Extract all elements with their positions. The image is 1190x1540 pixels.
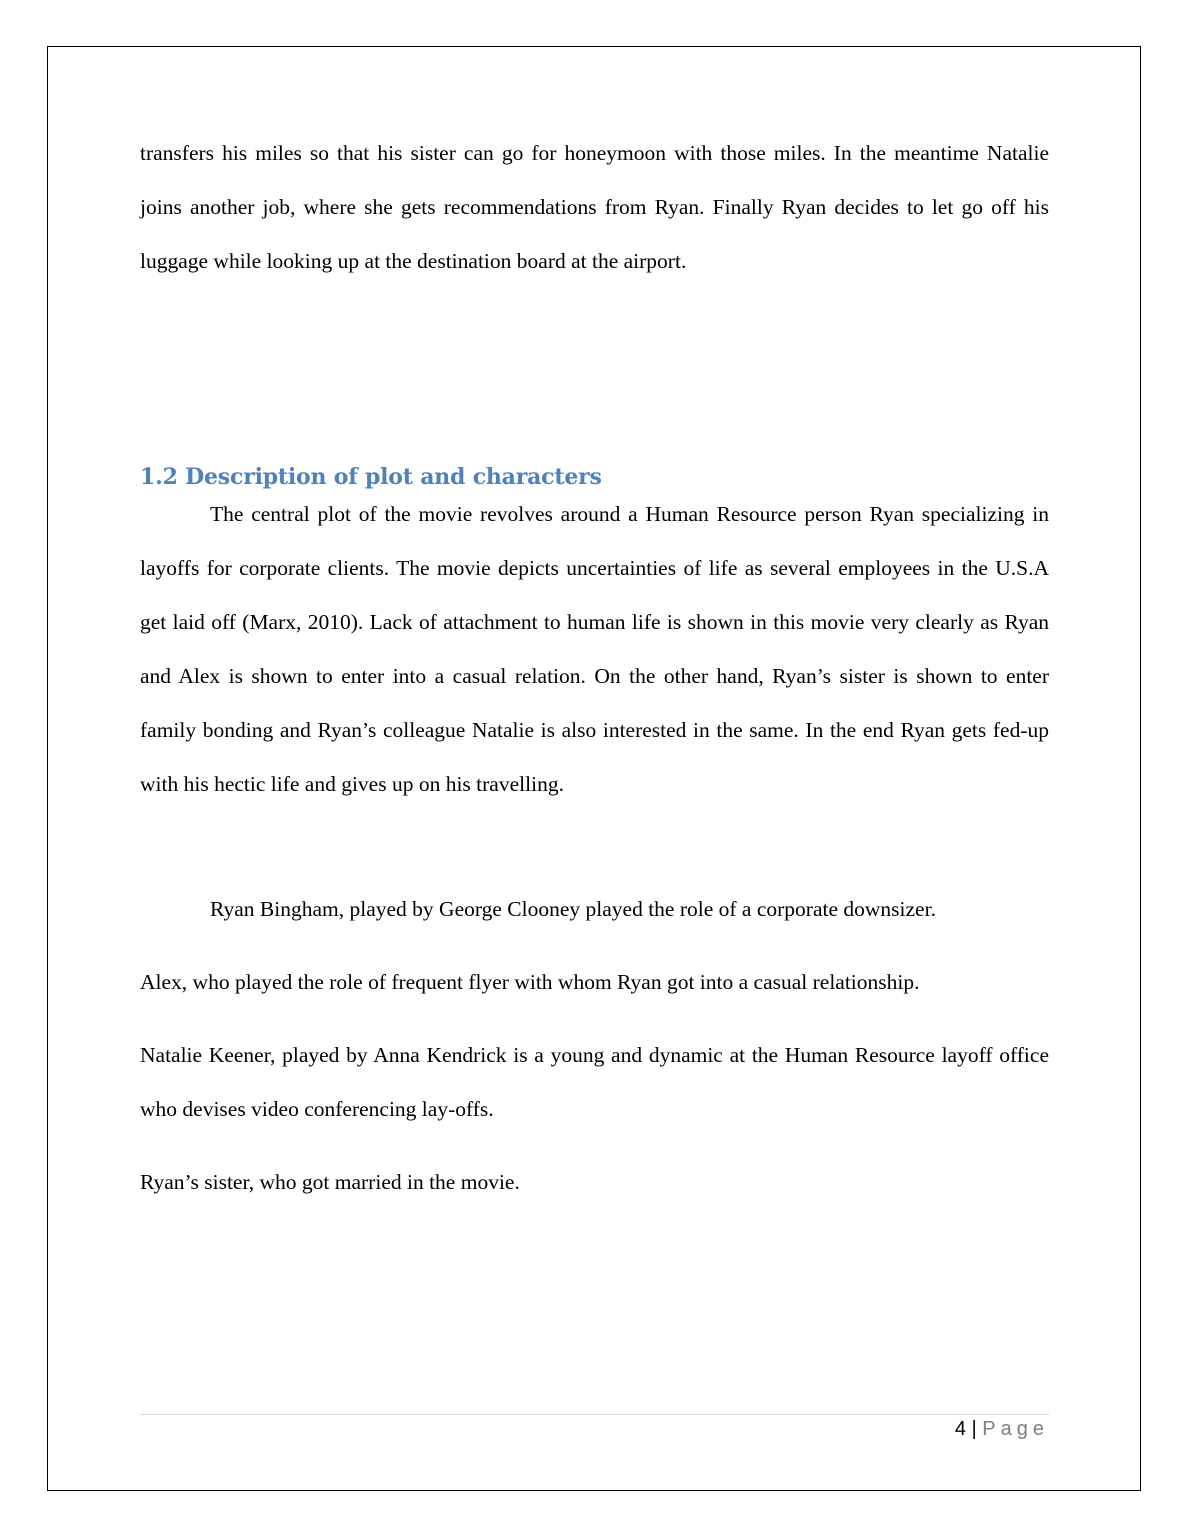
page-number: 4 (954, 1418, 966, 1440)
character-natalie: Natalie Keener, played by Anna Kendrick is a young and dynamic at the Human Resource layoff office who devises video conferencing lay-offs. (140, 1043, 1049, 1121)
page-footer (955, 1418, 1049, 1441)
character-sister: Ryan’s sister, who got married in the movie. (140, 1170, 520, 1194)
page-separator: | (971, 1418, 977, 1440)
footer-divider (140, 1414, 1049, 1415)
character-alex: Alex, who played the role of frequent flyer with whom Ryan got into a casual relationship. (140, 970, 920, 994)
paragraph-top: transfers his miles so that his sister can go for honeymoon with those miles. In the meantime Natalie joins another job, where she gets recommendations from Ryan. Finally Ryan decides to let go off his luggage while looking up at the destination board at the airport. (140, 141, 1049, 273)
section-heading: 1.2 Description of plot and characters (140, 464, 602, 490)
character-ryan: Ryan Bingham, played by George Clooney played the role of a corporate downsizer. (210, 897, 936, 921)
page-label: Page (982, 1418, 1049, 1440)
paragraph-plot: The central plot of the movie revolves around a Human Resource person Ryan specializing in layoffs for corporate clients. The movie depicts uncertainties of life as several employees in the U.S.A get laid off (Marx, 2010). Lack of attachment to human life is shown in this movie very clearly as Ryan and Alex is shown to enter into a casual relation. On the other hand, Ryan’s sister is shown to enter family bonding and Ryan’s colleague Natalie is also interested in the same. In the end Ryan gets fed-up with his hectic life and gives up on his travelling. (140, 502, 1049, 796)
